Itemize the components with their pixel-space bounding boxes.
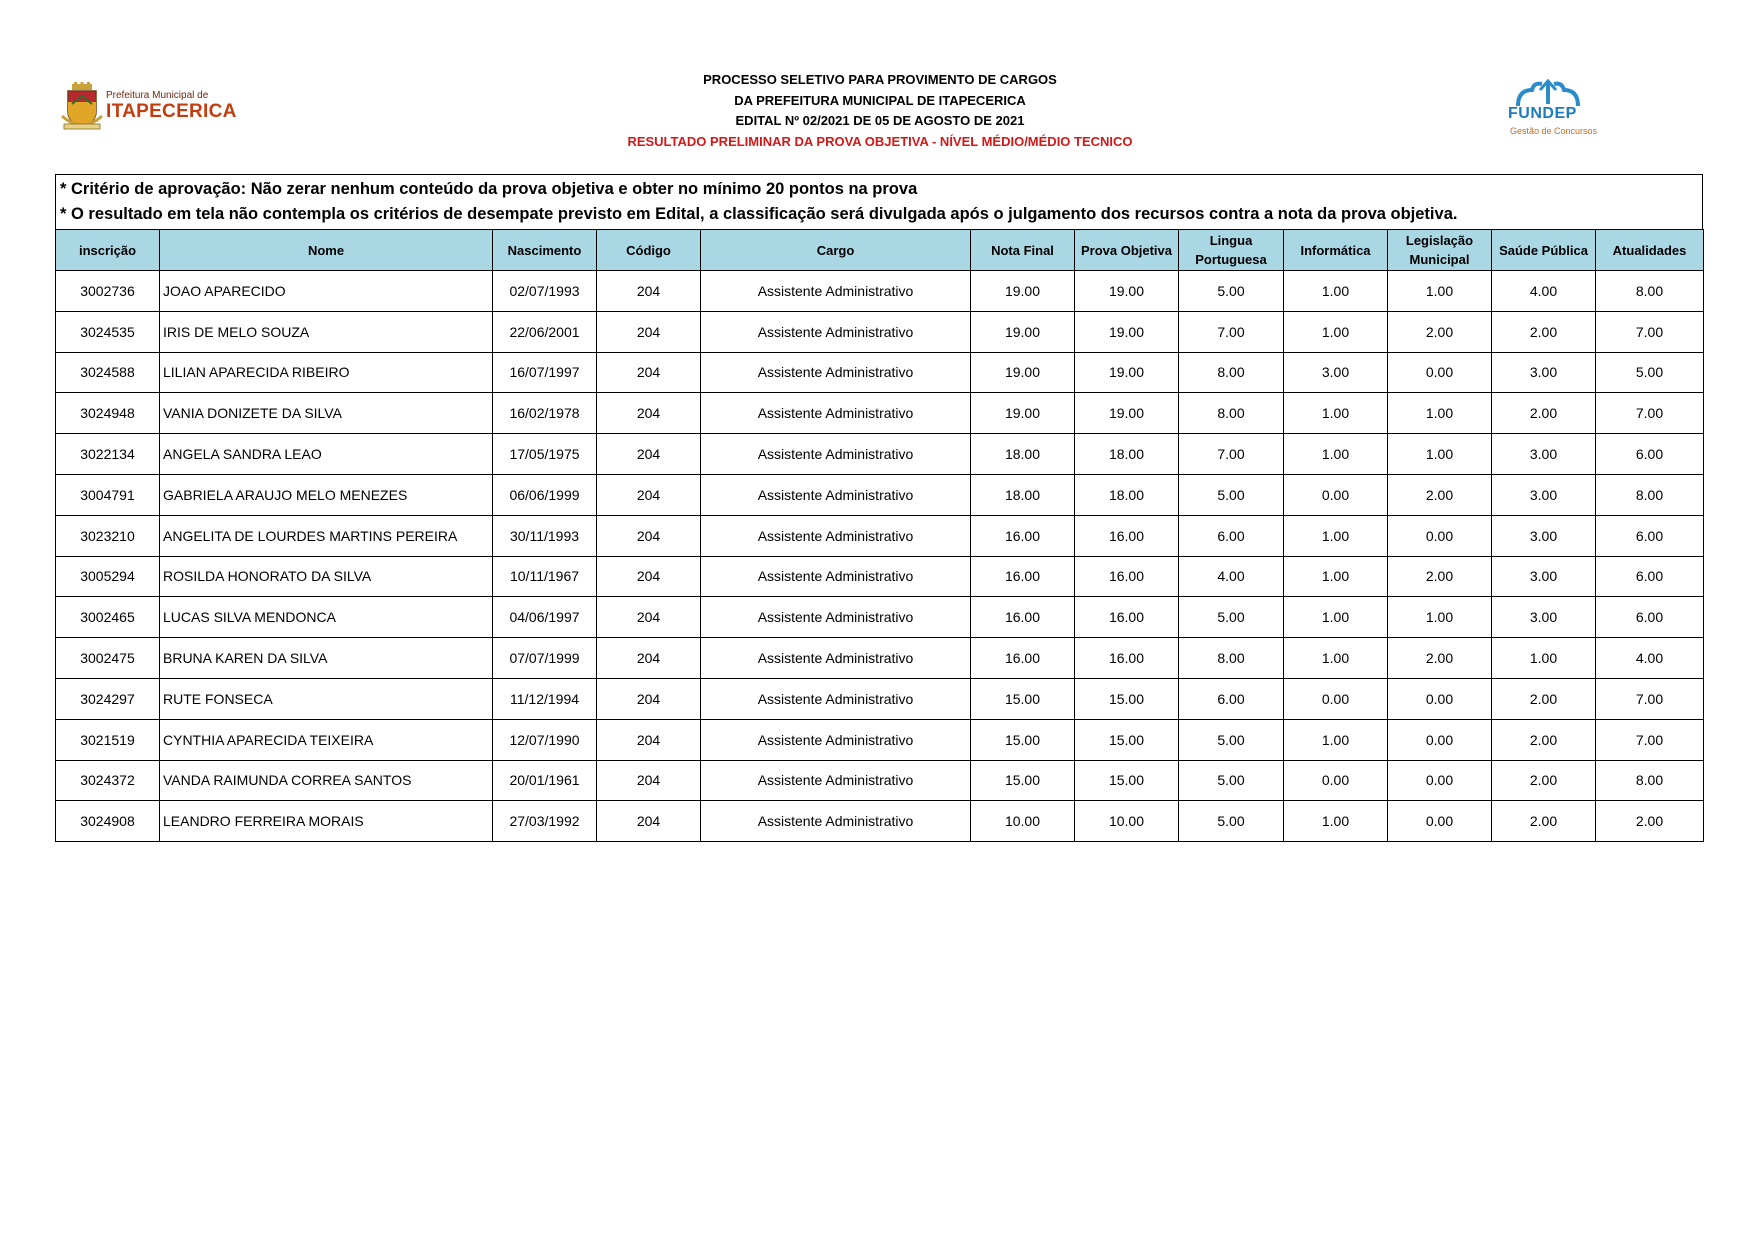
cell-nascimento: 02/07/1993 <box>493 271 597 312</box>
cell-nome: LILIAN APARECIDA RIBEIRO <box>160 352 493 393</box>
prefeitura-name: ITAPECERICA <box>106 101 237 122</box>
cell-atualidades: 7.00 <box>1596 719 1704 760</box>
column-header-inscricao: inscrição <box>56 230 160 271</box>
header-line-1: PROCESSO SELETIVO PARA PROVIMENTO DE CARGOS <box>703 72 1057 87</box>
table-body <box>56 271 1704 842</box>
cell-inscricao: 3022134 <box>56 434 160 475</box>
cell-atualidades: 7.00 <box>1596 311 1704 352</box>
cell-legislacao-municipal: 2.00 <box>1388 638 1492 679</box>
header-subtitle: RESULTADO PRELIMINAR DA PROVA OBJETIVA - NÍVEL MÉDIO/MÉDIO TECNICO <box>627 133 1133 149</box>
cell-nascimento: 11/12/1994 <box>493 678 597 719</box>
cell-nascimento: 16/02/1978 <box>493 393 597 434</box>
cell-saude-publica: 3.00 <box>1492 597 1596 638</box>
cell-inscricao: 3004791 <box>56 474 160 515</box>
cell-saude-publica: 2.00 <box>1492 801 1596 842</box>
cell-lingua-portuguesa: 7.00 <box>1179 311 1284 352</box>
cell-informatica: 1.00 <box>1284 638 1388 679</box>
cell-legislacao-municipal: 2.00 <box>1388 311 1492 352</box>
cell-nota-final: 18.00 <box>971 434 1075 475</box>
cell-atualidades: 4.00 <box>1596 638 1704 679</box>
table-row <box>56 474 1704 515</box>
cell-nascimento: 12/07/1990 <box>493 719 597 760</box>
cell-nascimento: 22/06/2001 <box>493 311 597 352</box>
table-row <box>56 393 1704 434</box>
cell-cargo: Assistente Administrativo <box>701 352 971 393</box>
cell-nota-final: 15.00 <box>971 719 1075 760</box>
cell-nome: ANGELITA DE LOURDES MARTINS PEREIRA <box>160 515 493 556</box>
prefeitura-logo <box>60 82 237 132</box>
cell-cargo: Assistente Administrativo <box>701 719 971 760</box>
column-header-prova-objetiva: Prova Objetiva <box>1075 230 1179 271</box>
cell-nome: GABRIELA ARAUJO MELO MENEZES <box>160 474 493 515</box>
fundep-symbol-icon <box>1508 78 1588 108</box>
cell-lingua-portuguesa: 8.00 <box>1179 352 1284 393</box>
cell-prova-objetiva: 10.00 <box>1075 801 1179 842</box>
table-row <box>56 271 1704 312</box>
cell-prova-objetiva: 16.00 <box>1075 597 1179 638</box>
cell-inscricao: 3021519 <box>56 719 160 760</box>
cell-lingua-portuguesa: 5.00 <box>1179 801 1284 842</box>
cell-cargo: Assistente Administrativo <box>701 638 971 679</box>
cell-saude-publica: 2.00 <box>1492 678 1596 719</box>
cell-nome: VANDA RAIMUNDA CORREA SANTOS <box>160 760 493 801</box>
cell-atualidades: 6.00 <box>1596 434 1704 475</box>
cell-atualidades: 8.00 <box>1596 474 1704 515</box>
cell-nota-final: 19.00 <box>971 311 1075 352</box>
cell-lingua-portuguesa: 5.00 <box>1179 760 1284 801</box>
cell-cargo: Assistente Administrativo <box>701 393 971 434</box>
cell-atualidades: 5.00 <box>1596 352 1704 393</box>
cell-nascimento: 27/03/1992 <box>493 801 597 842</box>
cell-saude-publica: 2.00 <box>1492 393 1596 434</box>
cell-nota-final: 16.00 <box>971 556 1075 597</box>
header-line-2: DA PREFEITURA MUNICIPAL DE ITAPECERICA <box>734 92 1026 108</box>
fundep-tagline: Gestão de Concursos <box>1510 126 1598 136</box>
cell-nome: ANGELA SANDRA LEAO <box>160 434 493 475</box>
cell-cargo: Assistente Administrativo <box>701 760 971 801</box>
cell-lingua-portuguesa: 5.00 <box>1179 271 1284 312</box>
cell-inscricao: 3002736 <box>56 271 160 312</box>
cell-atualidades: 6.00 <box>1596 597 1704 638</box>
cell-nascimento: 20/01/1961 <box>493 760 597 801</box>
cell-informatica: 0.00 <box>1284 474 1388 515</box>
cell-inscricao: 3023210 <box>56 515 160 556</box>
cell-lingua-portuguesa: 5.00 <box>1179 597 1284 638</box>
column-header-legislacao-municipal: Legislação Municipal <box>1388 230 1492 271</box>
cell-nome: JOAO APARECIDO <box>160 271 493 312</box>
cell-codigo: 204 <box>597 556 701 597</box>
cell-prova-objetiva: 15.00 <box>1075 678 1179 719</box>
cell-codigo: 204 <box>597 311 701 352</box>
header-line-3: EDITAL Nº 02/2021 DE 05 DE AGOSTO DE 2021 <box>735 113 1025 128</box>
cell-inscricao: 3024588 <box>56 352 160 393</box>
cell-nota-final: 16.00 <box>971 638 1075 679</box>
cell-codigo: 204 <box>597 760 701 801</box>
cell-legislacao-municipal: 1.00 <box>1388 271 1492 312</box>
cell-prova-objetiva: 16.00 <box>1075 638 1179 679</box>
column-header-codigo: Código <box>597 230 701 271</box>
cell-lingua-portuguesa: 7.00 <box>1179 434 1284 475</box>
cell-informatica: 1.00 <box>1284 393 1388 434</box>
cell-legislacao-municipal: 0.00 <box>1388 515 1492 556</box>
cell-saude-publica: 3.00 <box>1492 352 1596 393</box>
cell-saude-publica: 3.00 <box>1492 434 1596 475</box>
table-row <box>56 678 1704 719</box>
column-header-informatica: Informática <box>1284 230 1388 271</box>
cell-informatica: 1.00 <box>1284 801 1388 842</box>
cell-prova-objetiva: 16.00 <box>1075 515 1179 556</box>
table-row <box>56 434 1704 475</box>
cell-nome: RUTE FONSECA <box>160 678 493 719</box>
cell-prova-objetiva: 18.00 <box>1075 434 1179 475</box>
cell-codigo: 204 <box>597 719 701 760</box>
cell-informatica: 3.00 <box>1284 352 1388 393</box>
table-row <box>56 801 1704 842</box>
cell-nascimento: 06/06/1999 <box>493 474 597 515</box>
cell-legislacao-municipal: 2.00 <box>1388 556 1492 597</box>
cell-lingua-portuguesa: 5.00 <box>1179 719 1284 760</box>
cell-nome: ROSILDA HONORATO DA SILVA <box>160 556 493 597</box>
cell-inscricao: 3024908 <box>56 801 160 842</box>
cell-nascimento: 16/07/1997 <box>493 352 597 393</box>
criteria-notes <box>55 174 1703 229</box>
cell-codigo: 204 <box>597 352 701 393</box>
cell-atualidades: 7.00 <box>1596 393 1704 434</box>
cell-atualidades: 6.00 <box>1596 556 1704 597</box>
cell-legislacao-municipal: 1.00 <box>1388 597 1492 638</box>
cell-prova-objetiva: 19.00 <box>1075 311 1179 352</box>
cell-inscricao: 3024948 <box>56 393 160 434</box>
cell-cargo: Assistente Administrativo <box>701 311 971 352</box>
fundep-logo <box>1500 78 1600 142</box>
cell-nome: LUCAS SILVA MENDONCA <box>160 597 493 638</box>
table-row <box>56 760 1704 801</box>
cell-nota-final: 10.00 <box>971 801 1075 842</box>
cell-codigo: 204 <box>597 434 701 475</box>
table-header-row <box>56 230 1704 271</box>
column-header-atualidades: Atualidades <box>1596 230 1704 271</box>
cell-inscricao: 3024535 <box>56 311 160 352</box>
cell-cargo: Assistente Administrativo <box>701 515 971 556</box>
cell-legislacao-municipal: 0.00 <box>1388 801 1492 842</box>
cell-nota-final: 15.00 <box>971 760 1075 801</box>
cell-codigo: 204 <box>597 515 701 556</box>
cell-nascimento: 07/07/1999 <box>493 638 597 679</box>
column-header-nascimento: Nascimento <box>493 230 597 271</box>
column-header-nota-final: Nota Final <box>971 230 1075 271</box>
table-row <box>56 597 1704 638</box>
cell-legislacao-municipal: 1.00 <box>1388 434 1492 475</box>
cell-cargo: Assistente Administrativo <box>701 678 971 719</box>
cell-lingua-portuguesa: 6.00 <box>1179 515 1284 556</box>
cell-codigo: 204 <box>597 638 701 679</box>
cell-legislacao-municipal: 0.00 <box>1388 352 1492 393</box>
cell-inscricao: 3005294 <box>56 556 160 597</box>
criteria-line-1: * Critério de aprovação: Não zerar nenhum conteúdo da prova objetiva e obter no mínimo 20 pontos na prova <box>60 180 918 198</box>
column-header-lingua-portuguesa: Lingua Portuguesa <box>1179 230 1284 271</box>
cell-informatica: 1.00 <box>1284 311 1388 352</box>
cell-inscricao: 3002475 <box>56 638 160 679</box>
cell-informatica: 0.00 <box>1284 760 1388 801</box>
column-header-nome: Nome <box>160 230 493 271</box>
cell-saude-publica: 4.00 <box>1492 271 1596 312</box>
cell-nome: BRUNA KAREN DA SILVA <box>160 638 493 679</box>
cell-nascimento: 17/05/1975 <box>493 434 597 475</box>
cell-prova-objetiva: 19.00 <box>1075 271 1179 312</box>
cell-codigo: 204 <box>597 678 701 719</box>
cell-nota-final: 15.00 <box>971 678 1075 719</box>
table-row <box>56 352 1704 393</box>
cell-cargo: Assistente Administrativo <box>701 474 971 515</box>
cell-saude-publica: 2.00 <box>1492 311 1596 352</box>
cell-legislacao-municipal: 0.00 <box>1388 760 1492 801</box>
prefeitura-small-text: Prefeitura Municipal de <box>106 90 209 101</box>
cell-prova-objetiva: 15.00 <box>1075 760 1179 801</box>
cell-atualidades: 6.00 <box>1596 515 1704 556</box>
results-table <box>55 229 1704 842</box>
table-row <box>56 515 1704 556</box>
cell-prova-objetiva: 16.00 <box>1075 556 1179 597</box>
cell-lingua-portuguesa: 8.00 <box>1179 638 1284 679</box>
cell-nascimento: 04/06/1997 <box>493 597 597 638</box>
cell-saude-publica: 2.00 <box>1492 760 1596 801</box>
coat-of-arms-icon <box>60 82 104 132</box>
cell-inscricao: 3024372 <box>56 760 160 801</box>
cell-prova-objetiva: 18.00 <box>1075 474 1179 515</box>
cell-atualidades: 8.00 <box>1596 271 1704 312</box>
cell-codigo: 204 <box>597 801 701 842</box>
cell-nome: IRIS DE MELO SOUZA <box>160 311 493 352</box>
cell-lingua-portuguesa: 6.00 <box>1179 678 1284 719</box>
cell-lingua-portuguesa: 8.00 <box>1179 393 1284 434</box>
column-header-cargo: Cargo <box>701 230 971 271</box>
table-row <box>56 311 1704 352</box>
cell-saude-publica: 2.00 <box>1492 719 1596 760</box>
cell-informatica: 1.00 <box>1284 719 1388 760</box>
table-row <box>56 556 1704 597</box>
cell-legislacao-municipal: 0.00 <box>1388 678 1492 719</box>
cell-nascimento: 10/11/1967 <box>493 556 597 597</box>
cell-inscricao: 3002465 <box>56 597 160 638</box>
cell-legislacao-municipal: 1.00 <box>1388 393 1492 434</box>
cell-nota-final: 16.00 <box>971 515 1075 556</box>
cell-nota-final: 16.00 <box>971 597 1075 638</box>
cell-saude-publica: 1.00 <box>1492 638 1596 679</box>
cell-informatica: 1.00 <box>1284 597 1388 638</box>
cell-cargo: Assistente Administrativo <box>701 597 971 638</box>
column-header-saude-publica: Saúde Pública <box>1492 230 1596 271</box>
cell-codigo: 204 <box>597 393 701 434</box>
document-header <box>480 70 1280 152</box>
cell-codigo: 204 <box>597 271 701 312</box>
cell-cargo: Assistente Administrativo <box>701 556 971 597</box>
cell-informatica: 1.00 <box>1284 271 1388 312</box>
cell-atualidades: 8.00 <box>1596 760 1704 801</box>
cell-nota-final: 19.00 <box>971 393 1075 434</box>
cell-informatica: 1.00 <box>1284 515 1388 556</box>
cell-atualidades: 7.00 <box>1596 678 1704 719</box>
cell-nota-final: 18.00 <box>971 474 1075 515</box>
cell-legislacao-municipal: 0.00 <box>1388 719 1492 760</box>
cell-cargo: Assistente Administrativo <box>701 434 971 475</box>
cell-prova-objetiva: 15.00 <box>1075 719 1179 760</box>
cell-informatica: 0.00 <box>1284 678 1388 719</box>
cell-inscricao: 3024297 <box>56 678 160 719</box>
cell-nota-final: 19.00 <box>971 352 1075 393</box>
cell-codigo: 204 <box>597 474 701 515</box>
cell-saude-publica: 3.00 <box>1492 474 1596 515</box>
criteria-line-2: * O resultado em tela não contempla os critérios de desempate previsto em Edital, a classificação será divulgada após o julgamento dos recursos contra a nota da prova objetiva. <box>60 204 1458 223</box>
cell-prova-objetiva: 19.00 <box>1075 393 1179 434</box>
cell-saude-publica: 3.00 <box>1492 556 1596 597</box>
cell-atualidades: 2.00 <box>1596 801 1704 842</box>
table-row <box>56 638 1704 679</box>
cell-cargo: Assistente Administrativo <box>701 271 971 312</box>
cell-nome: LEANDRO FERREIRA MORAIS <box>160 801 493 842</box>
cell-informatica: 1.00 <box>1284 434 1388 475</box>
cell-nota-final: 19.00 <box>971 271 1075 312</box>
table-row <box>56 719 1704 760</box>
cell-nascimento: 30/11/1993 <box>493 515 597 556</box>
cell-nome: CYNTHIA APARECIDA TEIXEIRA <box>160 719 493 760</box>
cell-nome: VANIA DONIZETE DA SILVA <box>160 393 493 434</box>
cell-lingua-portuguesa: 4.00 <box>1179 556 1284 597</box>
cell-codigo: 204 <box>597 597 701 638</box>
cell-informatica: 1.00 <box>1284 556 1388 597</box>
cell-prova-objetiva: 19.00 <box>1075 352 1179 393</box>
cell-cargo: Assistente Administrativo <box>701 801 971 842</box>
cell-lingua-portuguesa: 5.00 <box>1179 474 1284 515</box>
cell-legislacao-municipal: 2.00 <box>1388 474 1492 515</box>
cell-saude-publica: 3.00 <box>1492 515 1596 556</box>
fundep-name: FUNDEP <box>1508 105 1577 122</box>
